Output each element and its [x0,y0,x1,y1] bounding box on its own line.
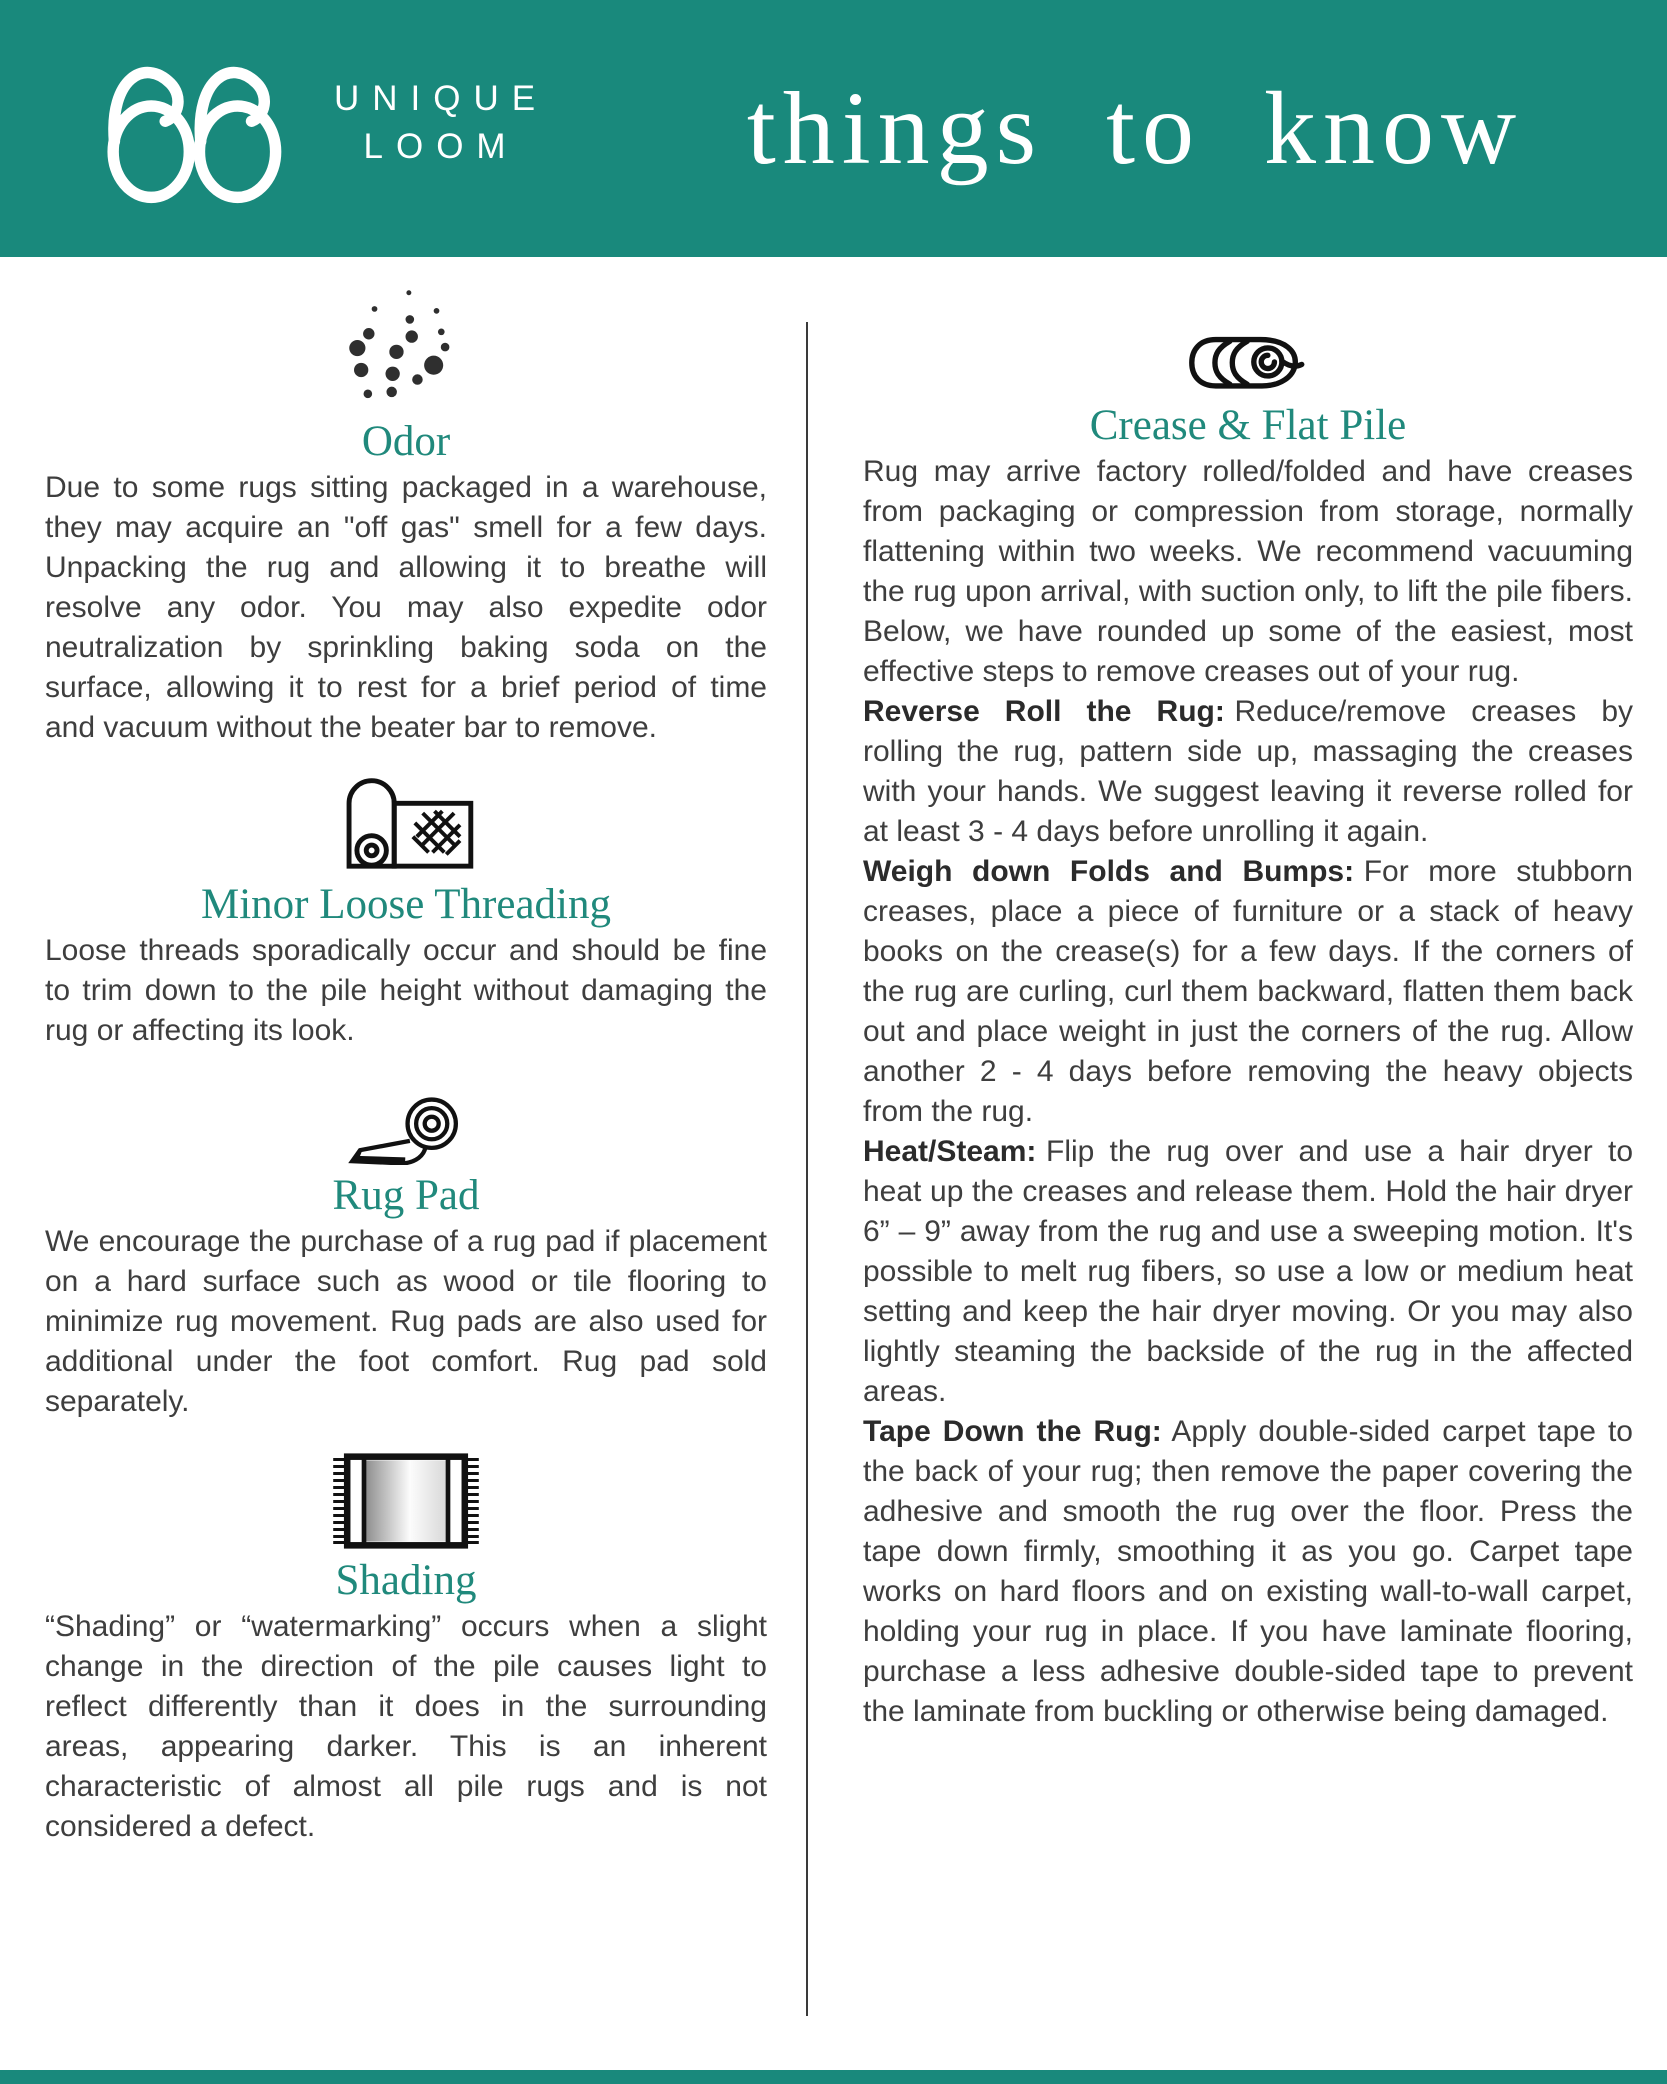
tip-text: For more stubborn creases, place a piece of furniture or a stack of heavy books on the crease(s) for a few days. If the corners of the rug are curling, curl them backward, flatten them back out and place weight in just the corners of the rug. Allow another 2 - 4 days before removing the heavy objects from the rug. [863,855,1633,1128]
odor-heading: Odor [361,418,451,465]
column-divider [806,322,808,2016]
tip-label: Reverse Roll the Rug: [863,695,1225,728]
odor-body: Due to some rugs sitting packaged in a warehouse, they may acquire an "off gas" smell for a few days. Unpacking the rug and allowing it to breathe will resolve any odor. You may also expedite odor neutralization by sprinkling baking soda on the surface, allowing it to rest for a brief period of time and vacuum without the beater bar to remove. [45,471,767,744]
header-band [0,0,1667,257]
rug-pad-heading: Rug Pad [332,1172,480,1219]
tip-reverse-roll [863,692,1633,852]
tip-text: Flip the rug over and use a hair dryer to heat up the creases and release them. Hold the hair dryer 6” – 9” away from the rug and use a sweeping motion. It's possible to melt rug fibers, so use a low or medium heat setting and keep the hair dryer moving. Or you may also lightly steaming the backside of the rug in the affected areas. [863,1135,1633,1408]
tip-tape-down [863,1412,1633,1732]
left-column [45,257,767,1847]
odor-dots-icon [45,287,767,416]
shading-heading: Shading [335,1557,477,1604]
tip-text: Reduce/remove creases by rolling the rug, pattern side up, massaging the creases with your hands. We suggest leaving it reverse rolled for at least 3 - 4 days before unrolling it again. [863,695,1634,848]
brand-line1: UNIQUE [334,78,549,118]
rolled-rug-side-icon [863,333,1633,400]
tip-label: Tape Down the Rug: [863,1415,1162,1448]
rug-pad-body: We encourage the purchase of a rug pad if placement on a hard surface such as wood or tile flooring to minimize rug movement. Rug pads are also used for additional under the foot comfort. Rug pad sold separately. [45,1225,767,1418]
crease-heading: Crease & Flat Pile [1089,402,1407,449]
tip-heat-steam [863,1132,1633,1412]
footer-accent-bar [0,2070,1667,2084]
tip-weigh-down [863,852,1633,1132]
rug-pad-roll-icon [45,1091,767,1170]
page-title: things to know [746,71,1524,186]
right-column [863,257,1633,1732]
crease-intro: Rug may arrive factory rolled/folded and have creases from packaging or compression from storage, normally flattening within two weeks. We recommend vacuuming the rug upon arrival, with suction only, to lift the pile fibers. Below, we have rounded up some of the easiest, most effective steps to remove creases out of your rug. [863,455,1633,688]
tip-text: Apply double-sided carpet tape to the back of your rug; then remove the paper covering the adhesive and smooth the rug over the floor. Press the tape down firmly, smoothing it as you go. Carpet tape works on hard floors and on existing wall-to-wall carpet, holding your rug in place. If you have laminate flooring, purchase a less adhesive double-sided tape to prevent the laminate from buckling or otherwise being damaged. [863,1415,1633,1728]
tip-label: Weigh down Folds and Bumps: [863,855,1355,888]
shaded-rug-fringe-icon [45,1452,767,1555]
threading-body: Loose threads sporadically occur and should be fine to trim down to the pile height without damaging the rug or affecting its look. [45,934,767,1047]
rolled-rug-crosshatch-icon [45,766,767,879]
unique-loom-loops-icon [92,40,312,205]
tip-label: Heat/Steam: [863,1135,1037,1168]
brand-name [334,75,548,171]
brand-line2: LOOM [363,126,519,166]
shading-body: “Shading” or “watermarking” occurs when a slight change in the direction of the pile causes light to reflect differently than it does in the surrounding areas, appearing darker. This is an inherent characteristic of almost all pile rugs and is not considered a defect. [45,1610,767,1843]
threading-heading: Minor Loose Threading [200,881,611,928]
brand [92,40,548,205]
